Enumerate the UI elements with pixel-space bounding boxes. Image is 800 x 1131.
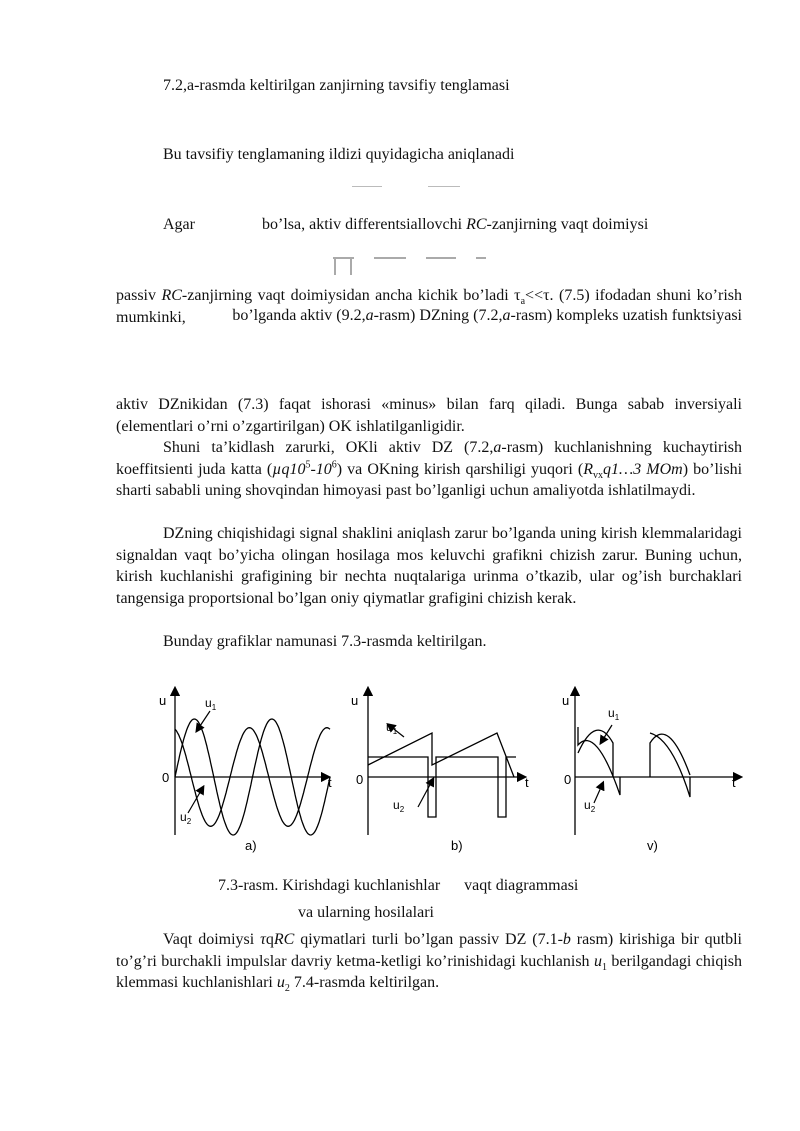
svg-text:t: t (525, 775, 529, 790)
figure-caption-line2: va ularning hosilalari (298, 904, 434, 921)
paragraph: passiv RC-zanjirning vaqt doimiysidan ancha kichik bo’ladi $\tau_a<<\tau$. (7.5) ifodadan shuni ko’rish mumkinki, (116, 287, 743, 326)
svg-text:0: 0 (356, 772, 364, 787)
svg-text:u2: $u_2$ (584, 798, 596, 814)
axis-zero-label: 0 (162, 770, 170, 785)
svg-text:u1: $u_1$ (205, 696, 217, 712)
svg-text:u1: $u_1$ (386, 720, 398, 736)
paragraph: aktiv DZnikidan (7.3) faqat ishorasi «minus» bilan farq qiladi. Bunga sabab inversiyali (elementlari o’rni o’zgartirilgan) OK ishlatilganligidir. (116, 396, 742, 435)
paragraph: Shuni ta’kidlash zarurki, OKli aktiv DZ (7.2,a-rasm) kuchlanishning kuchaytirish koeffitsienti juda katta $(\mu q10^5-10^6)$ va OKning kirish qarshiligi yuqori ($R_{vx}q1\dots 3$ MOm) bo’lishi sharti sababli uning shovqindan himoyasi past bo’lganligi uchun amaliyotda ishlatilmaydi. (116, 439, 743, 499)
panel-caption: b) (451, 838, 463, 853)
u2-curve-v (578, 727, 620, 795)
condition-line-start: Agar (163, 216, 195, 233)
svg-text:t: t (732, 775, 736, 790)
svg-text:0: 0 (564, 772, 572, 787)
figure-caption: 7.3-rasm. Kirishdagi kuchlanishlar vaqt diagrammasi (218, 877, 579, 894)
panel-caption: v) (647, 838, 658, 853)
paragraph: Bunday grafiklar namunasi 7.3-rasmda keltirilgan. (163, 633, 487, 650)
svg-text:u: u (562, 693, 570, 708)
paragraph: DZning chiqishidagi signal shaklini aniqlash zarur bo’lganda uning kirish klemmalaridagi signaldan vaqt bo’yicha olingan hosilaga mos keluvchi grafikni chizish zarur. Buning uchun, kirish kuchlanishi grafigining bir nechta nuqtalariga urinma o’tkazib, ular og’ish burchaklari tangensiga proportsional bo’lgan oniy qiymatlar grafigini chizish kerak. (116, 525, 742, 607)
axis-t-label: t (328, 775, 332, 790)
axis-u-label: u (159, 693, 167, 708)
paragraph: Vaqt doimiysi τqRC qiymatlari turli bo’lgan passiv DZ (7.1-b rasm) kirishiga bir qutbli to’g’ri burchakli impulslar davriy ketma-ketligi ko’rinishidagi kuchlanish $u_1$ berilgandagi chiqish klemmasi kuchlanishlari $u_2$ 7.4-rasmda keltirilgan. (116, 931, 743, 995)
formula-remnant (428, 186, 460, 187)
panel-caption: a) (245, 838, 257, 853)
root-intro-line: Bu tavsifiy tenglamaning ildizi quyidagicha aniqlanadi (163, 146, 515, 163)
svg-text:u2: $u_2$ (180, 810, 192, 826)
formula-remnant (330, 255, 490, 277)
figure-7-3 (150, 685, 760, 860)
u1-curve-b (368, 733, 514, 777)
svg-text:u1: $u_1$ (608, 706, 620, 722)
panel-v (562, 691, 738, 853)
panel-a (159, 691, 332, 853)
condition-line-rest: bo’lsa, aktiv differentsiallovchi RC-zanjirning vaqt doimiysi (262, 216, 649, 233)
u2-curve-b (368, 757, 516, 817)
paragraph-line: bo’lganda aktiv (9.2,a-rasm) DZning (7.2,a-rasm) kompleks uzatish funktsiyasi (232, 307, 742, 324)
svg-text:u: u (351, 693, 359, 708)
u1-curve-v (578, 730, 613, 777)
equation-intro-line: 7.2,a-rasmda keltirilgan zanjirning tavsifiy tenglamasi (163, 77, 510, 94)
panel-b (351, 691, 529, 853)
formula-remnant (352, 186, 382, 187)
svg-text:u2: $u_2$ (393, 798, 405, 814)
